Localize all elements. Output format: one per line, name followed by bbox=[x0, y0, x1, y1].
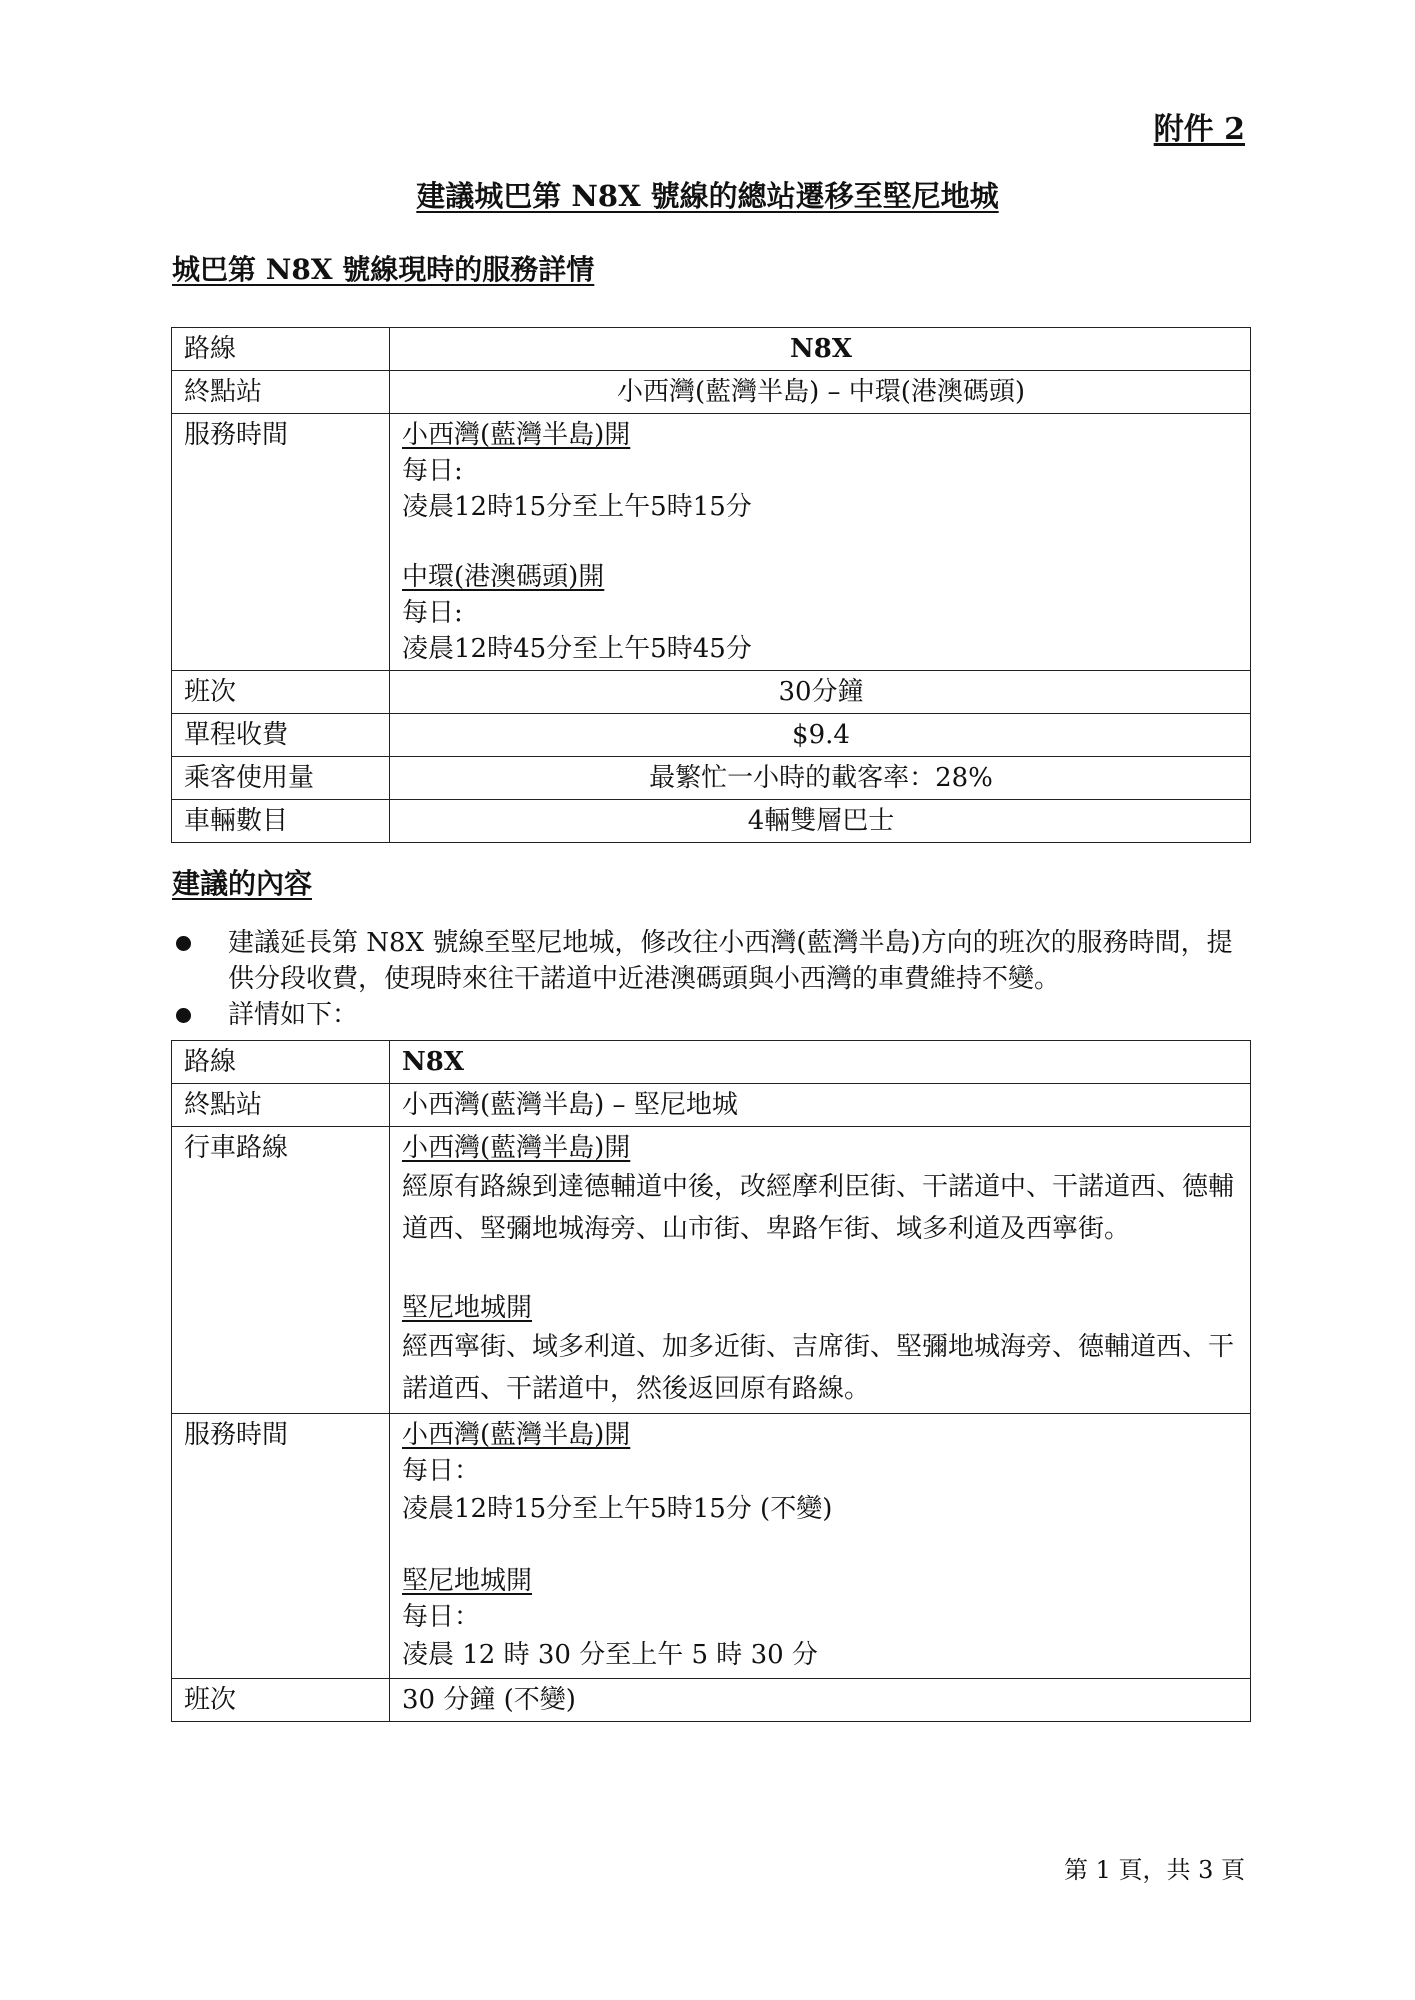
table-row bbox=[172, 800, 1251, 843]
direction-title: 中環(港澳碼頭)開 bbox=[402, 562, 605, 592]
list-item bbox=[172, 925, 1252, 997]
frequency-value: 30 分鐘 (不變) bbox=[390, 1679, 1251, 1722]
time-text: 凌晨 12 時 30 分至上午 5 時 30 分 bbox=[402, 1640, 818, 1670]
direction-title: 小西灣(藍灣半島)開 bbox=[402, 1133, 631, 1163]
termini-value: 小西灣(藍灣半島) – 堅尼地城 bbox=[390, 1084, 1251, 1127]
table-row bbox=[172, 1084, 1251, 1127]
hours-label: 服務時間 bbox=[172, 414, 390, 671]
time-text: 凌晨12時45分至上午5時45分 bbox=[402, 634, 752, 664]
days-text: 每日: bbox=[402, 598, 463, 628]
direction-title: 小西灣(藍灣半島)開 bbox=[402, 1420, 631, 1450]
current-service-table bbox=[171, 327, 1251, 843]
routing-text: 經西寧街、域多利道、加多近街、吉席街、堅彌地城海旁、德輔道西、干諾道西、干諾道中，然後返回原有路線。 bbox=[402, 1332, 1235, 1404]
direction-title: 堅尼地城開 bbox=[402, 1293, 533, 1323]
table-row bbox=[172, 1679, 1251, 1722]
table-row bbox=[172, 757, 1251, 800]
termini-label: 終點站 bbox=[172, 1084, 390, 1127]
page-number: 第 1 頁，共 3 頁 bbox=[1063, 1856, 1245, 1884]
fare-value: $9.4 bbox=[390, 714, 1251, 757]
time-text: 凌晨12時15分至上午5時15分 bbox=[402, 492, 752, 522]
frequency-label: 班次 bbox=[172, 671, 390, 714]
table-row bbox=[172, 1041, 1251, 1084]
table-row bbox=[172, 1414, 1251, 1679]
hours-label: 服務時間 bbox=[172, 1414, 390, 1679]
fleet-label: 車輛數目 bbox=[172, 800, 390, 843]
routing-text: 經原有路線到達德輔道中後，改經摩利臣街、干諾道中、干諾道西、德輔道西、堅彌地城海旁、山市街、卑路乍街、域多利道及西寧街。 bbox=[402, 1172, 1235, 1244]
days-text: 每日: bbox=[402, 456, 463, 486]
routing-label: 行車路線 bbox=[172, 1127, 390, 1414]
hours-value bbox=[390, 1414, 1251, 1679]
route-label: 路線 bbox=[172, 1041, 390, 1084]
fare-label: 單程收費 bbox=[172, 714, 390, 757]
days-text: 每日： bbox=[402, 1602, 481, 1632]
hours-value bbox=[390, 414, 1251, 671]
proposal-heading: 建議的內容 bbox=[172, 867, 313, 900]
list-item bbox=[172, 997, 1252, 1033]
fleet-value: 4輛雙層巴士 bbox=[390, 800, 1251, 843]
table-row bbox=[172, 371, 1251, 414]
frequency-value: 30分鐘 bbox=[390, 671, 1251, 714]
route-label: 路線 bbox=[172, 328, 390, 371]
route-value: N8X bbox=[390, 328, 1251, 371]
table-row bbox=[172, 328, 1251, 371]
proposal-bullet-list bbox=[172, 925, 1252, 1033]
proposal-table bbox=[171, 1040, 1251, 1722]
bullet-icon bbox=[176, 936, 191, 951]
patronage-label: 乘客使用量 bbox=[172, 757, 390, 800]
document-title: 建議城巴第 N8X 號線的總站遷移至堅尼地城 bbox=[416, 179, 999, 213]
bullet-text: 建議延長第 N8X 號線至堅尼地城，修改往小西灣(藍灣半島)方向的班次的服務時間，提供分段收費，使現時來往干諾道中近港澳碼頭與小西灣的車費維持不變。 bbox=[228, 928, 1233, 994]
routing-value bbox=[390, 1127, 1251, 1414]
time-text: 凌晨12時15分至上午5時15分 (不變) bbox=[402, 1494, 833, 1524]
table-row bbox=[172, 1127, 1251, 1414]
annex-label: 附件 2 bbox=[1153, 112, 1245, 147]
bullet-icon bbox=[176, 1008, 191, 1023]
patronage-value: 最繁忙一小時的載客率：28% bbox=[390, 757, 1251, 800]
table-row bbox=[172, 671, 1251, 714]
direction-title: 小西灣(藍灣半島)開 bbox=[402, 420, 631, 450]
table-row bbox=[172, 714, 1251, 757]
frequency-label: 班次 bbox=[172, 1679, 390, 1722]
termini-value: 小西灣(藍灣半島) – 中環(港澳碼頭) bbox=[390, 371, 1251, 414]
route-value: N8X bbox=[390, 1041, 1251, 1084]
direction-title: 堅尼地城開 bbox=[402, 1566, 533, 1596]
bullet-text: 詳情如下： bbox=[228, 1000, 359, 1030]
current-service-heading: 城巴第 N8X 號線現時的服務詳情 bbox=[172, 253, 595, 286]
days-text: 每日： bbox=[402, 1456, 481, 1486]
table-row bbox=[172, 414, 1251, 671]
termini-label: 終點站 bbox=[172, 371, 390, 414]
